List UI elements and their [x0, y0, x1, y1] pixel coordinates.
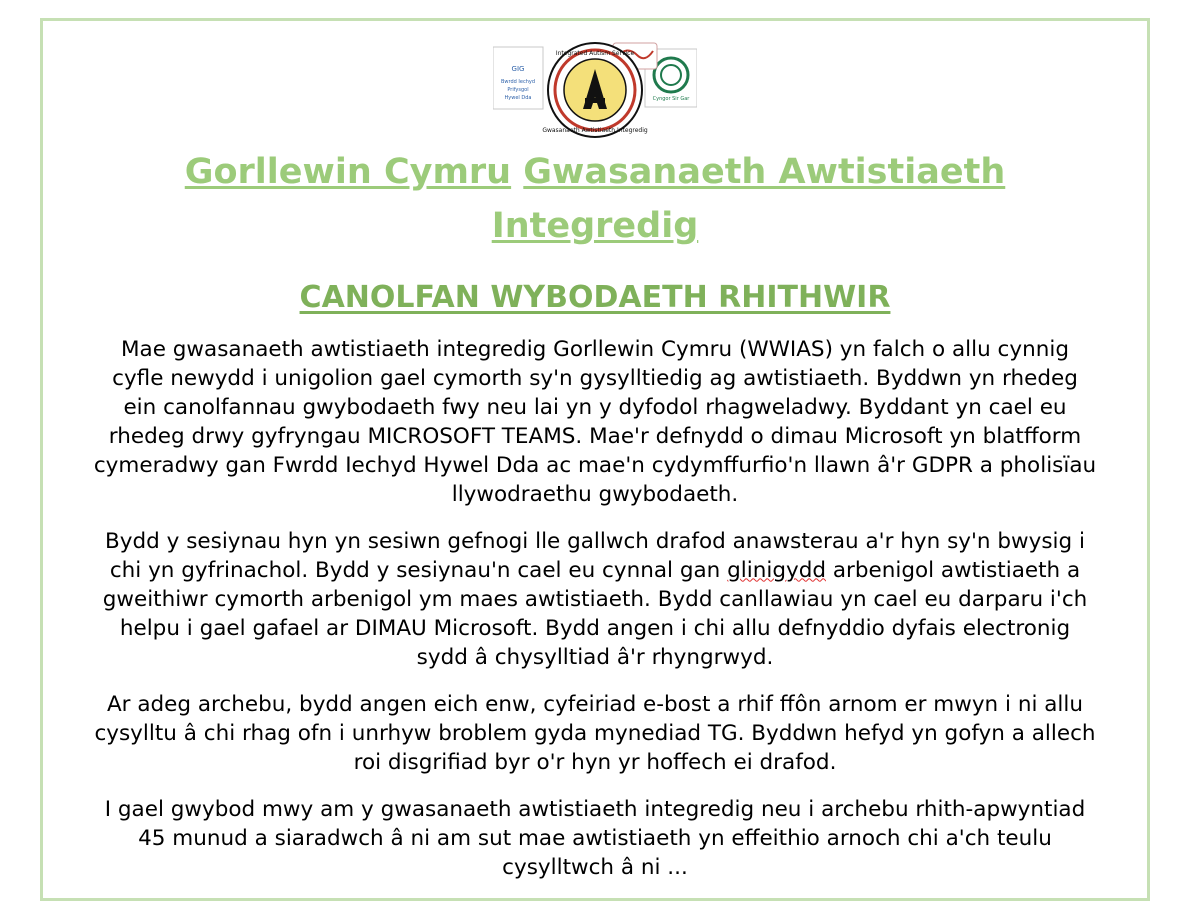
- logo-graphic: [493, 41, 697, 139]
- paragraph-booking: Ar adeg archebu, bydd angen eich enw, cyfeiriad e-bost a rhif ffôn arnom er mwyn i ni allu cysylltu â chi rhag ofn i unrhyw broblem gyda mynediad TG. Byddwn hefyd yn gofyn a allech roi disgrifiad byr o'r hyn yr hoffech ei drafod.: [94, 691, 1096, 775]
- integrated-autism-service-logo: [493, 41, 697, 139]
- paragraph-sessions: Bydd y sesiynau hyn yn sesiwn gefnogi lle gallwch drafod anawsterau a'r hyn sy'n bwysig i chi yn gyfrinachol. Bydd y sesiynau'n cael eu cynnal gan glinigydd arbenigol awtistiaeth a gweithiwr cymorth arbenigol ym maes awtistiaeth. Bydd canllawiau yn cael eu darparu i'ch helpu i gael gafael ar DIMAU Microsoft. Bydd angen i chi allu defnyddio dyfais electronig sydd â chysylltiad â'r rhyngrwyd.: [102, 528, 1088, 670]
- svg-text:GIG: GIG: [511, 65, 525, 73]
- misspelled-word: glinigydd: [727, 557, 826, 583]
- svg-text:Hywel Dda: Hywel Dda: [504, 95, 532, 101]
- title-part-one: Gorllewin Cymru: [184, 152, 512, 192]
- svg-text:Gwasanaeth Awtistiaeth Integre: Gwasanaeth Awtistiaeth Integredig: [542, 127, 648, 134]
- title-part-three: Integredig: [491, 206, 699, 247]
- paragraph-contact: I gael gwybod mwy am y gwasanaeth awtistiaeth integredig neu i archebu rhith-apwyntiad 45 munud a siaradwch â ni am sut mae awtistiaeth yn effeithio arnoch chi a'ch teulu cysylltwch â ni ...: [104, 796, 1086, 880]
- svg-text:Prifysgol: Prifysgol: [507, 87, 529, 93]
- page-subtitle: CANOLFAN WYBODAETH RHITHWIR: [299, 279, 891, 315]
- svg-text:Integrated Autism Service: Integrated Autism Service: [555, 50, 635, 57]
- svg-text:Bwrdd Iechyd: Bwrdd Iechyd: [500, 79, 536, 85]
- paragraph-intro: Mae gwasanaeth awtistiaeth integredig Gorllewin Cymru (WWIAS) yn falch o allu cynnig cyfle newydd i unigolion gael cymorth sy'n gysylltiedig ag awtistiaeth. Byddwn yn rhedeg ein canolfannau gwybodaeth fwy neu lai yn y dyfodol rhagweladwy. Byddant yn cael eu rhedeg drwy gyfryngau MICROSOFT TEAMS. Mae'r defnydd o dimau Microsoft yn blatfform cymeradwy gan Fwrdd Iechyd Hywel Dda ac mae'n cydymffurfio'n llawn â'r GDPR a pholisïau llywodraethu gwybodaeth.: [93, 336, 1097, 507]
- title-part-two: Gwasanaeth Awtistiaeth: [523, 152, 1006, 192]
- page-title: [71, 145, 1119, 254]
- svg-text:Cyngor Sir Gar: Cyngor Sir Gar: [652, 96, 690, 102]
- logo-container: [71, 41, 1119, 139]
- document-border-frame: [40, 18, 1150, 901]
